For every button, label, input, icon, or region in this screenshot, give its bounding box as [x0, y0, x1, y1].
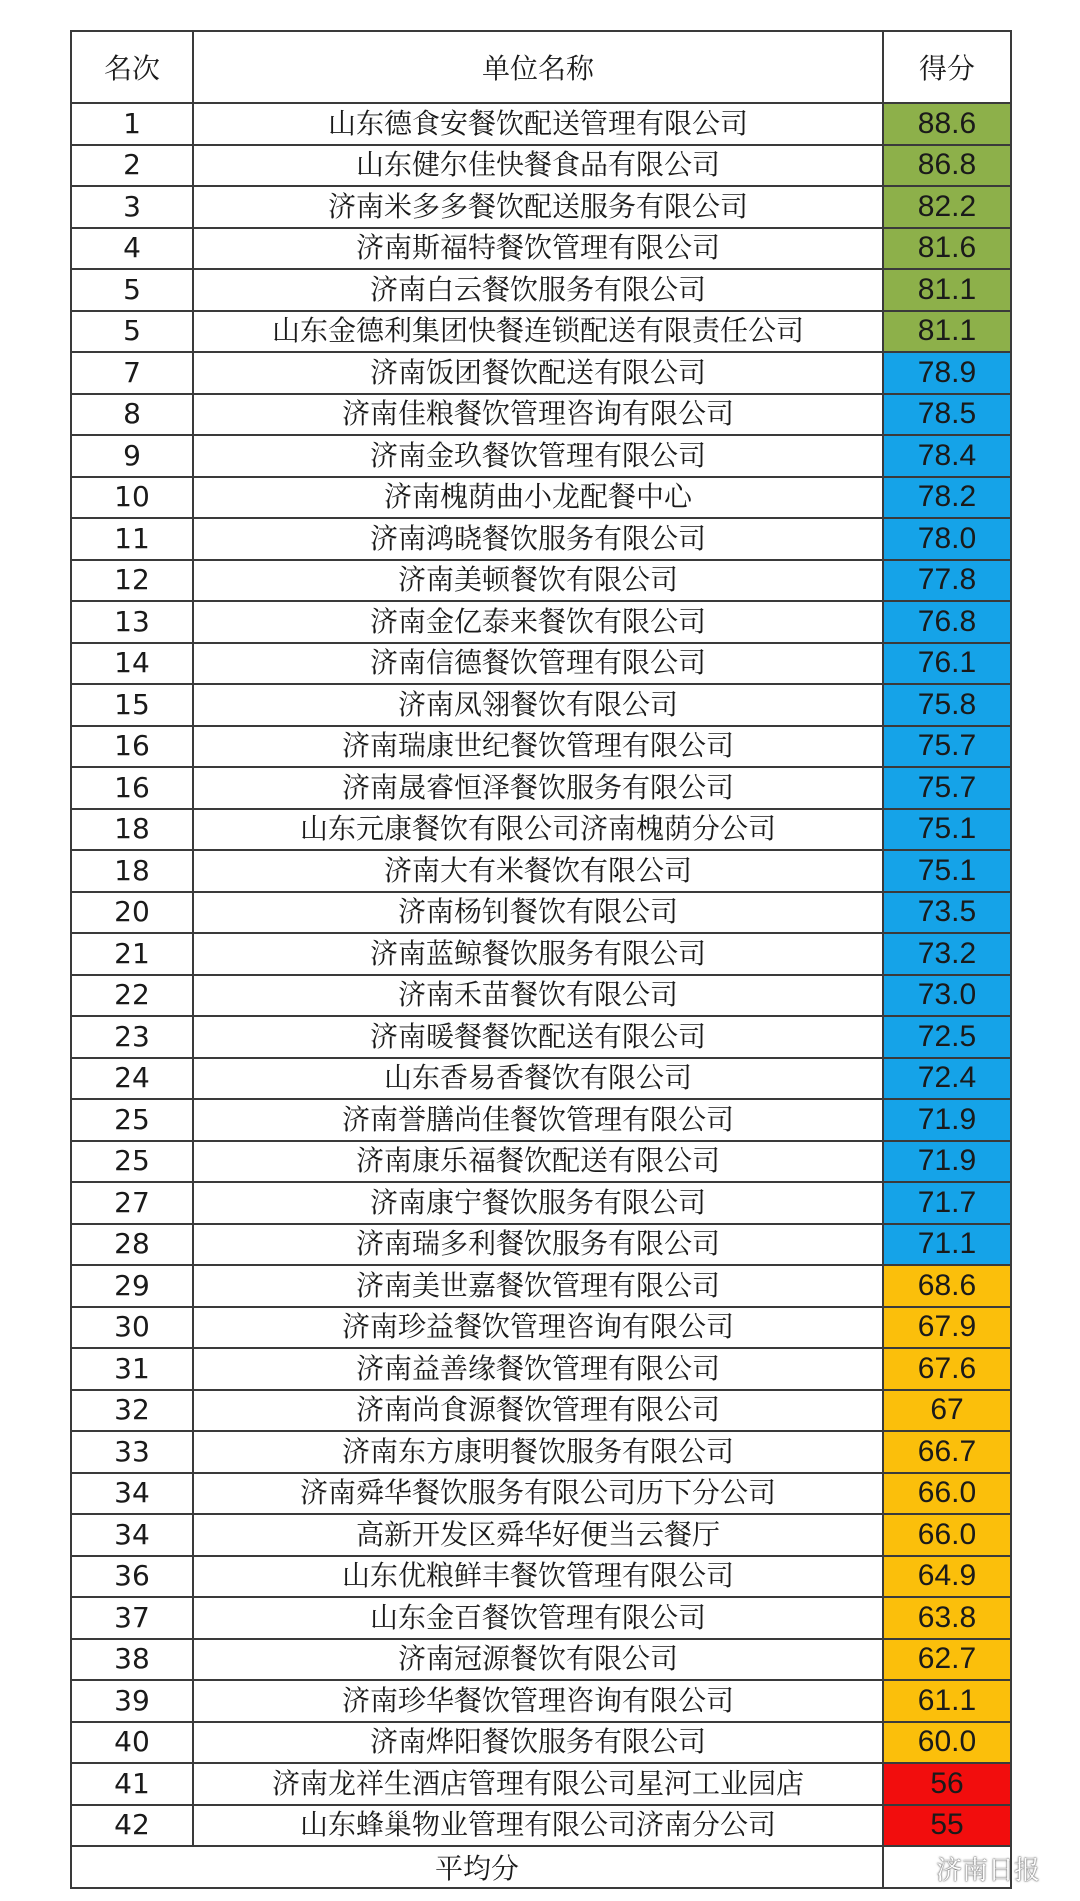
table-row	[71, 560, 1011, 602]
table-row	[71, 975, 1011, 1017]
rank-cell: 15	[71, 684, 193, 726]
score-cell: 66.0	[883, 1514, 1011, 1556]
table-row	[71, 1058, 1011, 1100]
score-cell: 77.8	[883, 560, 1011, 602]
score-cell: 73.2	[883, 933, 1011, 975]
score-cell: 62.7	[883, 1639, 1011, 1681]
table-row	[71, 1182, 1011, 1224]
score-cell: 55	[883, 1805, 1011, 1847]
table-row	[71, 186, 1011, 228]
score-cell: 78.4	[883, 435, 1011, 477]
table-row	[71, 1431, 1011, 1473]
table-row	[71, 1016, 1011, 1058]
table-row	[71, 1763, 1011, 1805]
company-name-cell: 济南珍益餐饮管理咨询有限公司	[193, 1307, 883, 1349]
table-row	[71, 933, 1011, 975]
score-cell: 81.6	[883, 228, 1011, 270]
score-cell: 67	[883, 1390, 1011, 1432]
header-rank: 名次	[71, 31, 193, 103]
table-row	[71, 228, 1011, 270]
company-name-cell: 山东蜂巢物业管理有限公司济南分公司	[193, 1805, 883, 1847]
score-cell: 67.6	[883, 1348, 1011, 1390]
company-name-cell: 济南佳粮餐饮管理咨询有限公司	[193, 394, 883, 436]
score-cell: 75.7	[883, 767, 1011, 809]
company-name-cell: 山东优粮鲜丰餐饮管理有限公司	[193, 1556, 883, 1598]
table-row	[71, 850, 1011, 892]
company-name-cell: 济南瑞康世纪餐饮管理有限公司	[193, 726, 883, 768]
rank-cell: 21	[71, 933, 193, 975]
company-name-cell: 济南禾苗餐饮有限公司	[193, 975, 883, 1017]
header-score: 得分	[883, 31, 1011, 103]
table-row	[71, 726, 1011, 768]
rank-cell: 24	[71, 1058, 193, 1100]
score-cell: 66.0	[883, 1473, 1011, 1515]
rank-cell: 16	[71, 767, 193, 809]
score-cell: 76.8	[883, 601, 1011, 643]
score-cell: 81.1	[883, 269, 1011, 311]
table-row	[71, 1224, 1011, 1266]
rank-cell: 16	[71, 726, 193, 768]
rank-cell: 22	[71, 975, 193, 1017]
table-row	[71, 1722, 1011, 1764]
score-cell: 71.7	[883, 1182, 1011, 1224]
rank-cell: 38	[71, 1639, 193, 1681]
company-name-cell: 济南蓝鲸餐饮服务有限公司	[193, 933, 883, 975]
company-name-cell: 山东金德利集团快餐连锁配送有限责任公司	[193, 311, 883, 353]
company-name-cell: 济南龙祥生酒店管理有限公司星河工业园店	[193, 1763, 883, 1805]
table-row	[71, 1805, 1011, 1847]
company-name-cell: 济南晟睿恒泽餐饮服务有限公司	[193, 767, 883, 809]
table-row	[71, 1639, 1011, 1681]
rank-cell: 13	[71, 601, 193, 643]
score-cell: 78.2	[883, 477, 1011, 519]
company-name-cell: 济南杨钊餐饮有限公司	[193, 892, 883, 934]
rank-cell: 28	[71, 1224, 193, 1266]
rank-cell: 7	[71, 352, 193, 394]
score-cell: 78.0	[883, 518, 1011, 560]
rank-cell: 12	[71, 560, 193, 602]
company-name-cell: 济南誉膳尚佳餐饮管理有限公司	[193, 1099, 883, 1141]
table-footer	[71, 1846, 1011, 1888]
company-name-cell: 高新开发区舜华好便当云餐厅	[193, 1514, 883, 1556]
company-name-cell: 济南槐荫曲小龙配餐中心	[193, 477, 883, 519]
score-cell: 75.1	[883, 809, 1011, 851]
watermark	[900, 1850, 1040, 1887]
rank-cell: 41	[71, 1763, 193, 1805]
rank-cell: 37	[71, 1597, 193, 1639]
table-row	[71, 601, 1011, 643]
table-row	[71, 1099, 1011, 1141]
table-row	[71, 1473, 1011, 1515]
score-cell: 81.1	[883, 311, 1011, 353]
rank-cell: 10	[71, 477, 193, 519]
table-row	[71, 1514, 1011, 1556]
rank-cell: 3	[71, 186, 193, 228]
score-cell: 75.8	[883, 684, 1011, 726]
rank-cell: 25	[71, 1099, 193, 1141]
company-name-cell: 济南白云餐饮服务有限公司	[193, 269, 883, 311]
rank-cell: 40	[71, 1722, 193, 1764]
score-cell: 56	[883, 1763, 1011, 1805]
wechat-icon	[900, 1857, 930, 1881]
company-name-cell: 济南美顿餐饮有限公司	[193, 560, 883, 602]
company-name-cell: 山东健尔佳快餐食品有限公司	[193, 145, 883, 187]
table-row	[71, 1141, 1011, 1183]
table-row	[71, 767, 1011, 809]
company-name-cell: 济南烨阳餐饮服务有限公司	[193, 1722, 883, 1764]
score-cell: 71.9	[883, 1141, 1011, 1183]
company-name-cell: 济南舜华餐饮服务有限公司历下分公司	[193, 1473, 883, 1515]
table-row	[71, 809, 1011, 851]
rank-cell: 1	[71, 103, 193, 145]
rank-cell: 5	[71, 311, 193, 353]
ranking-table	[70, 30, 1012, 1889]
rank-cell: 4	[71, 228, 193, 270]
table-body	[71, 103, 1011, 1846]
rank-cell: 5	[71, 269, 193, 311]
company-name-cell: 济南珍华餐饮管理咨询有限公司	[193, 1680, 883, 1722]
table-row	[71, 311, 1011, 353]
company-name-cell: 济南尚食源餐饮管理有限公司	[193, 1390, 883, 1432]
watermark-text: 济南日报	[935, 1856, 1040, 1886]
rank-cell: 29	[71, 1265, 193, 1307]
rank-cell: 34	[71, 1473, 193, 1515]
company-name-cell: 济南凤翎餐饮有限公司	[193, 684, 883, 726]
company-name-cell: 济南美世嘉餐饮管理有限公司	[193, 1265, 883, 1307]
table-row	[71, 1597, 1011, 1639]
company-name-cell: 山东元康餐饮有限公司济南槐荫分公司	[193, 809, 883, 851]
company-name-cell: 济南信德餐饮管理有限公司	[193, 643, 883, 685]
table-row	[71, 435, 1011, 477]
rank-cell: 9	[71, 435, 193, 477]
table-row	[71, 1265, 1011, 1307]
table-row	[71, 1556, 1011, 1598]
company-name-cell: 济南暖餐餐饮配送有限公司	[193, 1016, 883, 1058]
rank-cell: 20	[71, 892, 193, 934]
company-name-cell: 济南大有米餐饮有限公司	[193, 850, 883, 892]
table-row	[71, 477, 1011, 519]
company-name-cell: 济南米多多餐饮配送服务有限公司	[193, 186, 883, 228]
rank-cell: 23	[71, 1016, 193, 1058]
rank-cell: 34	[71, 1514, 193, 1556]
rank-cell: 31	[71, 1348, 193, 1390]
company-name-cell: 济南瑞多利餐饮服务有限公司	[193, 1224, 883, 1266]
table-header	[71, 31, 1011, 103]
score-cell: 64.9	[883, 1556, 1011, 1598]
score-cell: 75.1	[883, 850, 1011, 892]
company-name-cell: 济南金亿泰来餐饮有限公司	[193, 601, 883, 643]
company-name-cell: 山东德食安餐饮配送管理有限公司	[193, 103, 883, 145]
company-name-cell: 济南饭团餐饮配送有限公司	[193, 352, 883, 394]
score-cell: 73.0	[883, 975, 1011, 1017]
score-cell: 88.6	[883, 103, 1011, 145]
score-cell: 63.8	[883, 1597, 1011, 1639]
table-row	[71, 1348, 1011, 1390]
rank-cell: 25	[71, 1141, 193, 1183]
table-row	[71, 684, 1011, 726]
table-row	[71, 518, 1011, 560]
company-name-cell: 济南斯福特餐饮管理有限公司	[193, 228, 883, 270]
header-row	[71, 31, 1011, 103]
company-name-cell: 济南康宁餐饮服务有限公司	[193, 1182, 883, 1224]
score-cell: 67.9	[883, 1307, 1011, 1349]
score-cell: 82.2	[883, 186, 1011, 228]
rank-cell: 27	[71, 1182, 193, 1224]
rank-cell: 36	[71, 1556, 193, 1598]
score-cell: 71.1	[883, 1224, 1011, 1266]
score-cell: 76.1	[883, 643, 1011, 685]
score-cell: 66.7	[883, 1431, 1011, 1473]
company-name-cell: 济南益善缘餐饮管理有限公司	[193, 1348, 883, 1390]
score-cell: 78.9	[883, 352, 1011, 394]
score-cell: 86.8	[883, 145, 1011, 187]
rank-cell: 18	[71, 809, 193, 851]
table-row	[71, 394, 1011, 436]
score-cell: 61.1	[883, 1680, 1011, 1722]
score-cell: 68.6	[883, 1265, 1011, 1307]
company-name-cell: 山东金百餐饮管理有限公司	[193, 1597, 883, 1639]
score-cell: 75.7	[883, 726, 1011, 768]
company-name-cell: 济南康乐福餐饮配送有限公司	[193, 1141, 883, 1183]
table-row	[71, 892, 1011, 934]
company-name-cell: 济南鸿晓餐饮服务有限公司	[193, 518, 883, 560]
score-cell: 72.4	[883, 1058, 1011, 1100]
score-cell: 73.5	[883, 892, 1011, 934]
score-cell: 71.9	[883, 1099, 1011, 1141]
rank-cell: 30	[71, 1307, 193, 1349]
rank-cell: 33	[71, 1431, 193, 1473]
rank-cell: 32	[71, 1390, 193, 1432]
rank-cell: 11	[71, 518, 193, 560]
table-row	[71, 269, 1011, 311]
company-name-cell: 济南金玖餐饮管理有限公司	[193, 435, 883, 477]
average-label: 平均分	[71, 1846, 883, 1888]
rank-cell: 14	[71, 643, 193, 685]
company-name-cell: 山东香易香餐饮有限公司	[193, 1058, 883, 1100]
rank-cell: 42	[71, 1805, 193, 1847]
header-name: 单位名称	[193, 31, 883, 103]
table-row	[71, 1390, 1011, 1432]
table-row	[71, 643, 1011, 685]
rank-cell: 2	[71, 145, 193, 187]
rank-cell: 18	[71, 850, 193, 892]
rank-cell: 39	[71, 1680, 193, 1722]
score-cell: 78.5	[883, 394, 1011, 436]
score-cell: 72.5	[883, 1016, 1011, 1058]
rank-cell: 8	[71, 394, 193, 436]
average-row	[71, 1846, 1011, 1888]
table-row	[71, 145, 1011, 187]
table-row	[71, 352, 1011, 394]
table-row	[71, 1680, 1011, 1722]
company-name-cell: 济南东方康明餐饮服务有限公司	[193, 1431, 883, 1473]
score-cell: 60.0	[883, 1722, 1011, 1764]
company-name-cell: 济南冠源餐饮有限公司	[193, 1639, 883, 1681]
table-row	[71, 1307, 1011, 1349]
table-row	[71, 103, 1011, 145]
